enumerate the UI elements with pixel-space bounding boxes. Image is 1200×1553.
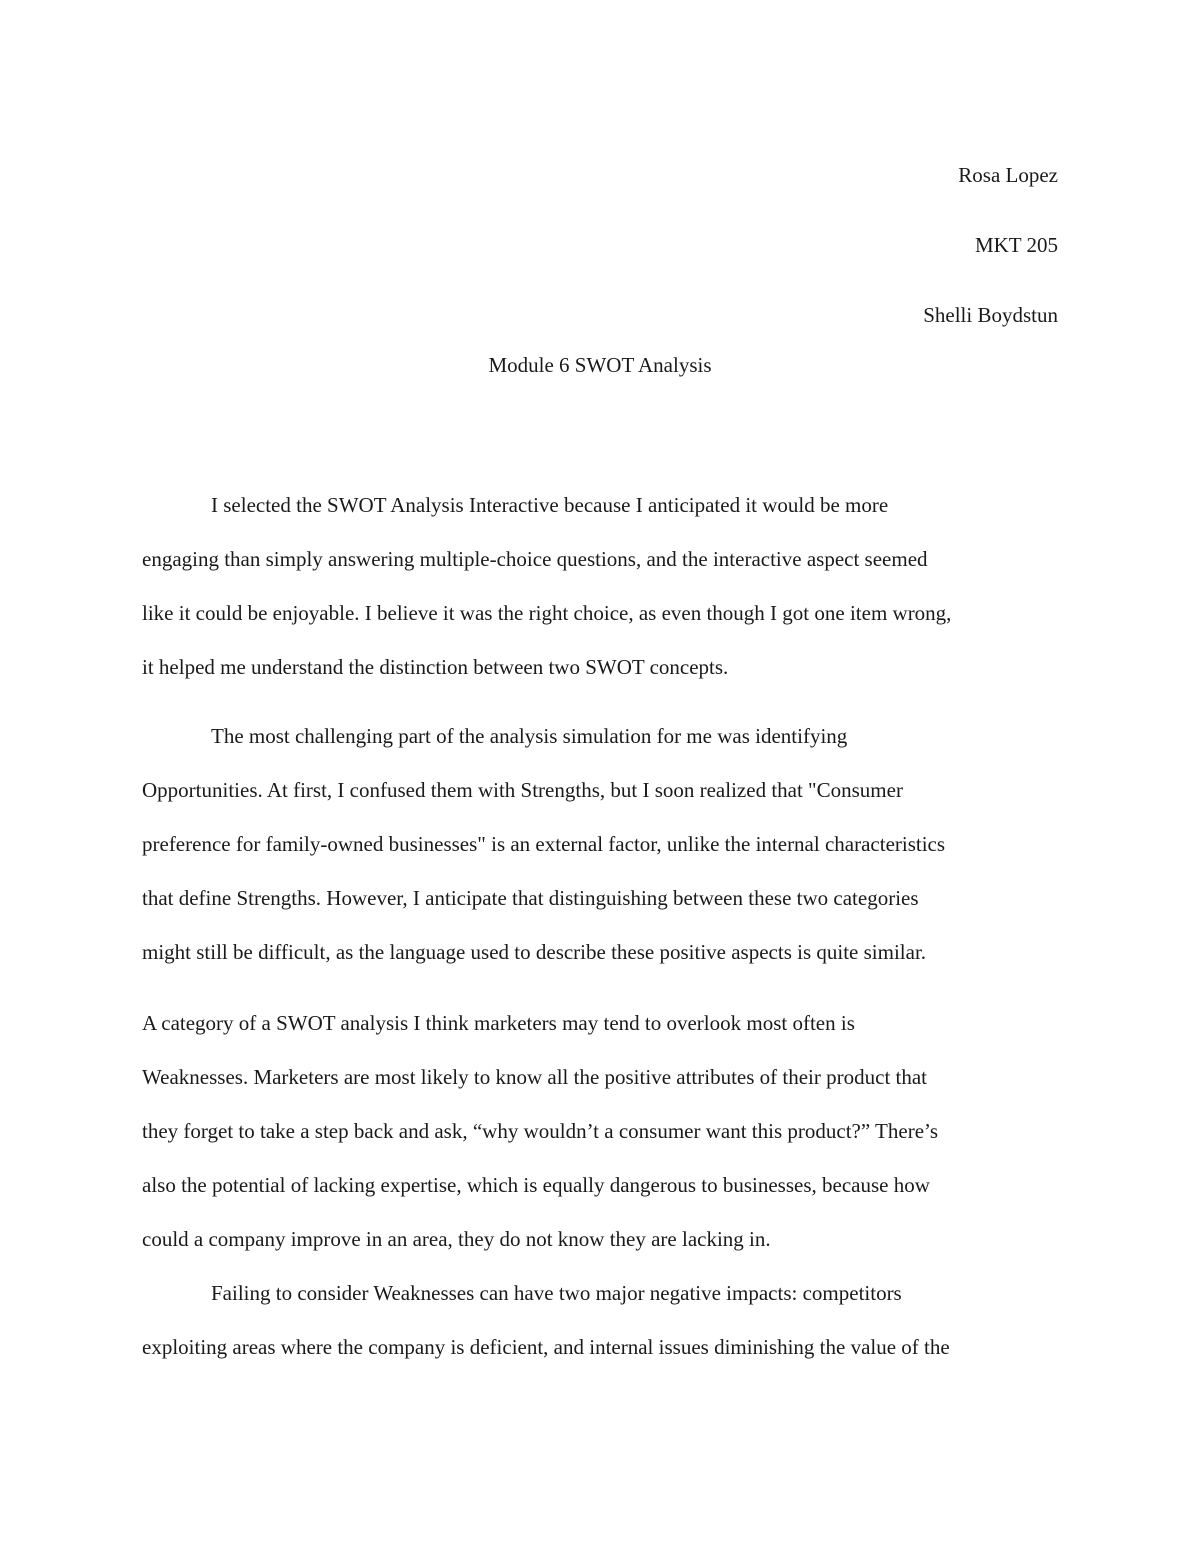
- paragraph-line: exploiting areas where the company is deficient, and internal issues diminishing the value of the: [142, 1335, 950, 1359]
- paragraph-line: it helped me understand the distinction between two SWOT concepts.: [142, 655, 729, 679]
- course-code: MKT 205: [974, 233, 1058, 257]
- paragraph-line: preference for family-owned businesses" is an external factor, unlike the internal characteristics: [142, 832, 946, 856]
- paragraph-line: that define Strengths. However, I anticipate that distinguishing between these two categories: [142, 886, 919, 910]
- author-header: [923, 140, 1058, 350]
- paragraph-line: A category of a SWOT analysis I think marketers may tend to overlook most often is: [142, 1011, 855, 1035]
- paragraph-line: I selected the SWOT Analysis Interactive because I anticipated it would be more: [211, 493, 889, 517]
- paragraph-3: [142, 996, 1062, 1266]
- paragraph-1: [142, 478, 1062, 694]
- paragraph-line: Failing to consider Weaknesses can have two major negative impacts: competitors: [211, 1281, 902, 1305]
- paragraph-line: The most challenging part of the analysis simulation for me was identifying: [211, 724, 848, 748]
- paragraph-line: engaging than simply answering multiple-choice questions, and the interactive aspect seemed: [142, 547, 928, 571]
- paragraph-line: might still be difficult, as the language used to describe these positive aspects is quite similar.: [142, 940, 927, 964]
- paragraph-line: could a company improve in an area, they do not know they are lacking in.: [142, 1227, 771, 1251]
- paragraph-line: Opportunities. At first, I confused them with Strengths, but I soon realized that "Consumer: [142, 778, 903, 802]
- paragraph-2: [142, 709, 1062, 979]
- paragraph-4: [142, 1266, 1062, 1374]
- paragraph-line: they forget to take a step back and ask, “why wouldn’t a consumer want this product?” There’s: [142, 1119, 939, 1143]
- author-name: Rosa Lopez: [958, 163, 1058, 187]
- paragraph-line: Weaknesses. Marketers are most likely to know all the positive attributes of their product that: [142, 1065, 928, 1089]
- paragraph-line: like it could be enjoyable. I believe it was the right choice, as even though I got one item wrong,: [142, 601, 952, 625]
- paragraph-line: also the potential of lacking expertise, which is equally dangerous to businesses, because how: [142, 1173, 930, 1197]
- document-title: Module 6 SWOT Analysis: [488, 353, 712, 377]
- instructor-name: Shelli Boydstun: [923, 303, 1058, 327]
